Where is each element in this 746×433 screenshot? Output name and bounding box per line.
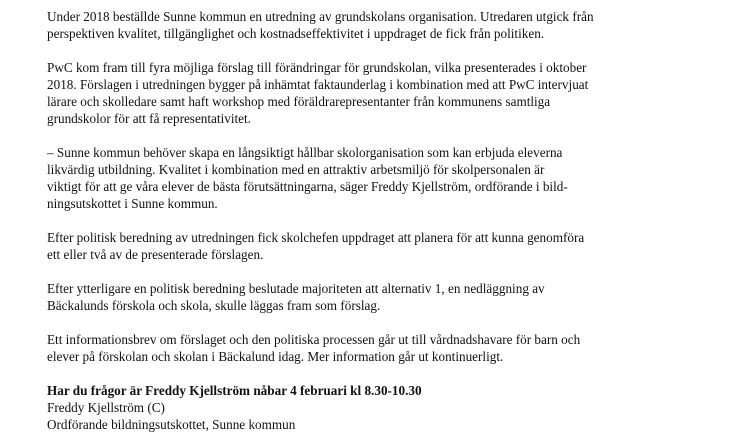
- text-line: PwC kom fram till fyra möjliga förslag till förändringar för grundskolan, vilka presenterades i oktober: [47, 60, 587, 75]
- text-line: – Sunne kommun behöver skapa en långsiktigt hållbar skolorganisation som kan erbjuda eleverna: [47, 145, 563, 160]
- text-line: lärare och skolledare samt haft workshop med föräldrarepresentanter från kommunens samtliga: [47, 94, 551, 109]
- document-body: [47, 8, 707, 433]
- text-line: 2018. Förslagen i utredningen bygger på inhämtat faktaunderlag i kombination med att PwC intervjuat: [47, 77, 589, 92]
- contact-role: Ordförande bildningsutskottet, Sunne kommun: [47, 417, 296, 432]
- paragraph-intro: [47, 8, 707, 42]
- contact-name: Freddy Kjellström (C): [47, 400, 165, 415]
- text-line: ningsutskottet i Sunne kommun.: [47, 196, 218, 211]
- text-line: Under 2018 beställde Sunne kommun en utredning av grundskolans organisation. Utredaren utgick från: [47, 9, 594, 24]
- text-line: elever på förskolan och skolan i Bäckalund idag. Mer information går ut kontinuerligt.: [47, 349, 504, 364]
- text-line: Bäckalunds förskola och skola, skulle läggas fram som förslag.: [47, 298, 381, 313]
- text-line: ett eller två av de presenterade förslagen.: [47, 247, 264, 262]
- paragraph-political-review: [47, 229, 707, 263]
- text-line: Ett informationsbrev om förslaget och den politiska processen går ut till vårdnadshavare för barn och: [47, 332, 581, 347]
- paragraph-information-letter: [47, 331, 707, 365]
- contact-block: [47, 382, 707, 433]
- contact-heading: Har du frågor är Freddy Kjellström nåbar 4 februari kl 8.30-10.30: [47, 383, 422, 398]
- paragraph-quote: [47, 144, 707, 212]
- text-line: grundskolor för att få representativitet.: [47, 111, 251, 126]
- paragraph-majority-decision: [47, 280, 707, 314]
- text-line: Efter politisk beredning av utredningen fick skolchefen uppdraget att planera för att kunna genomföra: [47, 230, 585, 245]
- text-line: Efter ytterligare en politisk beredning beslutade majoriteten att alternativ 1, en nedläggning av: [47, 281, 545, 296]
- text-line: perspektiven kvalitet, tillgänglighet och kostnadseffektivitet i uppdraget de fick från politiken.: [47, 26, 545, 41]
- paragraph-pwc-proposals: [47, 59, 707, 127]
- text-line: viktigt för att ge våra elever de bästa förutsättningarna, säger Freddy Kjellström, ordförande i bild-: [47, 179, 568, 194]
- text-line: likvärdig utbildning. Kvalitet i kombination med en attraktiv arbetsmiljö för skolpersonalen är: [47, 162, 545, 177]
